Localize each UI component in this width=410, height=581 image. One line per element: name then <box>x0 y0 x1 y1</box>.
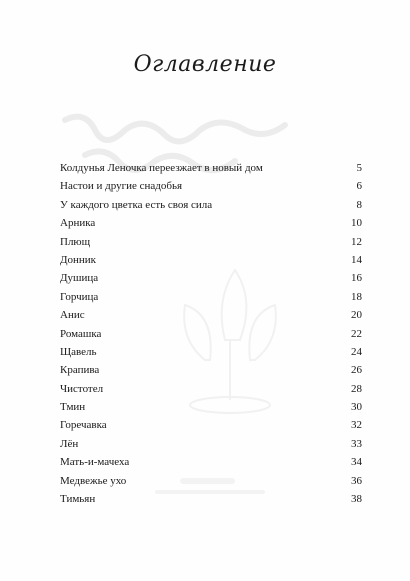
toc-entry <box>60 291 362 309</box>
toc-entry-page-number: 16 <box>351 272 362 285</box>
toc-entry-title: Медвежье ухо <box>60 474 127 487</box>
toc-entry-page-number: 22 <box>351 327 362 340</box>
toc-entry-title: Щавель <box>60 345 97 358</box>
toc-entry-page-number: 26 <box>351 364 362 377</box>
toc-entry <box>60 364 362 382</box>
toc-entry-page-number: 32 <box>351 419 362 432</box>
toc-entry-page-number: 18 <box>351 290 362 303</box>
toc-entry-title: Донник <box>60 253 97 266</box>
toc-entry <box>60 217 362 235</box>
toc-entry-page-number: 33 <box>351 437 362 450</box>
toc-entry-title: Колдунья Леночка переезжает в новый дом <box>60 162 263 174</box>
toc-entry <box>60 419 362 437</box>
toc-entry-page-number: 6 <box>356 180 362 193</box>
toc-entry-page-number: 10 <box>351 217 362 230</box>
toc-entry-title: Горечавка <box>60 419 107 432</box>
toc-entry-title: Душица <box>60 272 99 285</box>
toc-entry-title: Анис <box>60 309 85 322</box>
toc-entry-page-number: 28 <box>351 382 362 395</box>
toc-entry <box>60 438 362 456</box>
toc-entry-title: Тмин <box>60 401 86 414</box>
toc-entry-title: Плющ <box>60 235 91 248</box>
toc-entry-page-number: 30 <box>351 401 362 414</box>
toc-entry-title: Тимьян <box>60 493 96 506</box>
toc-entry <box>60 493 362 511</box>
toc-entry-title: Арника <box>60 217 96 230</box>
toc-entry <box>60 401 362 419</box>
toc-entry <box>60 328 362 346</box>
toc-entry <box>60 254 362 272</box>
toc-entry <box>60 475 362 493</box>
toc-entry-title: Чистотел <box>60 382 104 395</box>
toc-entry-page-number: 14 <box>351 253 362 266</box>
toc-entry <box>60 456 362 474</box>
toc-entry-title: Мать-и-мачеха <box>60 456 130 469</box>
toc-entry-title: Ромашка <box>60 327 102 340</box>
toc-entry <box>60 180 362 198</box>
toc-entry <box>60 199 362 217</box>
toc-entry-page-number: 34 <box>351 456 362 469</box>
toc-entry-page-number: 8 <box>356 198 362 211</box>
toc-entry <box>60 236 362 254</box>
toc-entry-title: У каждого цветка есть своя сила <box>60 198 213 211</box>
toc-entry <box>60 162 362 180</box>
toc-entry-page-number: 24 <box>351 345 362 358</box>
table-of-contents <box>60 162 362 511</box>
toc-entry-title: Лён <box>60 437 79 450</box>
page-title: Оглавление <box>133 52 277 77</box>
toc-entry-title: Крапива <box>60 364 100 377</box>
toc-entry <box>60 346 362 364</box>
toc-entry-page-number: 38 <box>351 493 362 506</box>
toc-entry-title: Настои и другие снадобья <box>60 180 183 193</box>
toc-entry <box>60 272 362 290</box>
toc-entry <box>60 383 362 401</box>
toc-entry-page-number: 20 <box>351 309 362 322</box>
toc-entry-page-number: 12 <box>351 235 362 248</box>
toc-entry-page-number: 36 <box>351 474 362 487</box>
toc-entry <box>60 309 362 327</box>
toc-entry-page-number: 5 <box>356 162 362 174</box>
toc-entry-title: Горчица <box>60 290 99 303</box>
